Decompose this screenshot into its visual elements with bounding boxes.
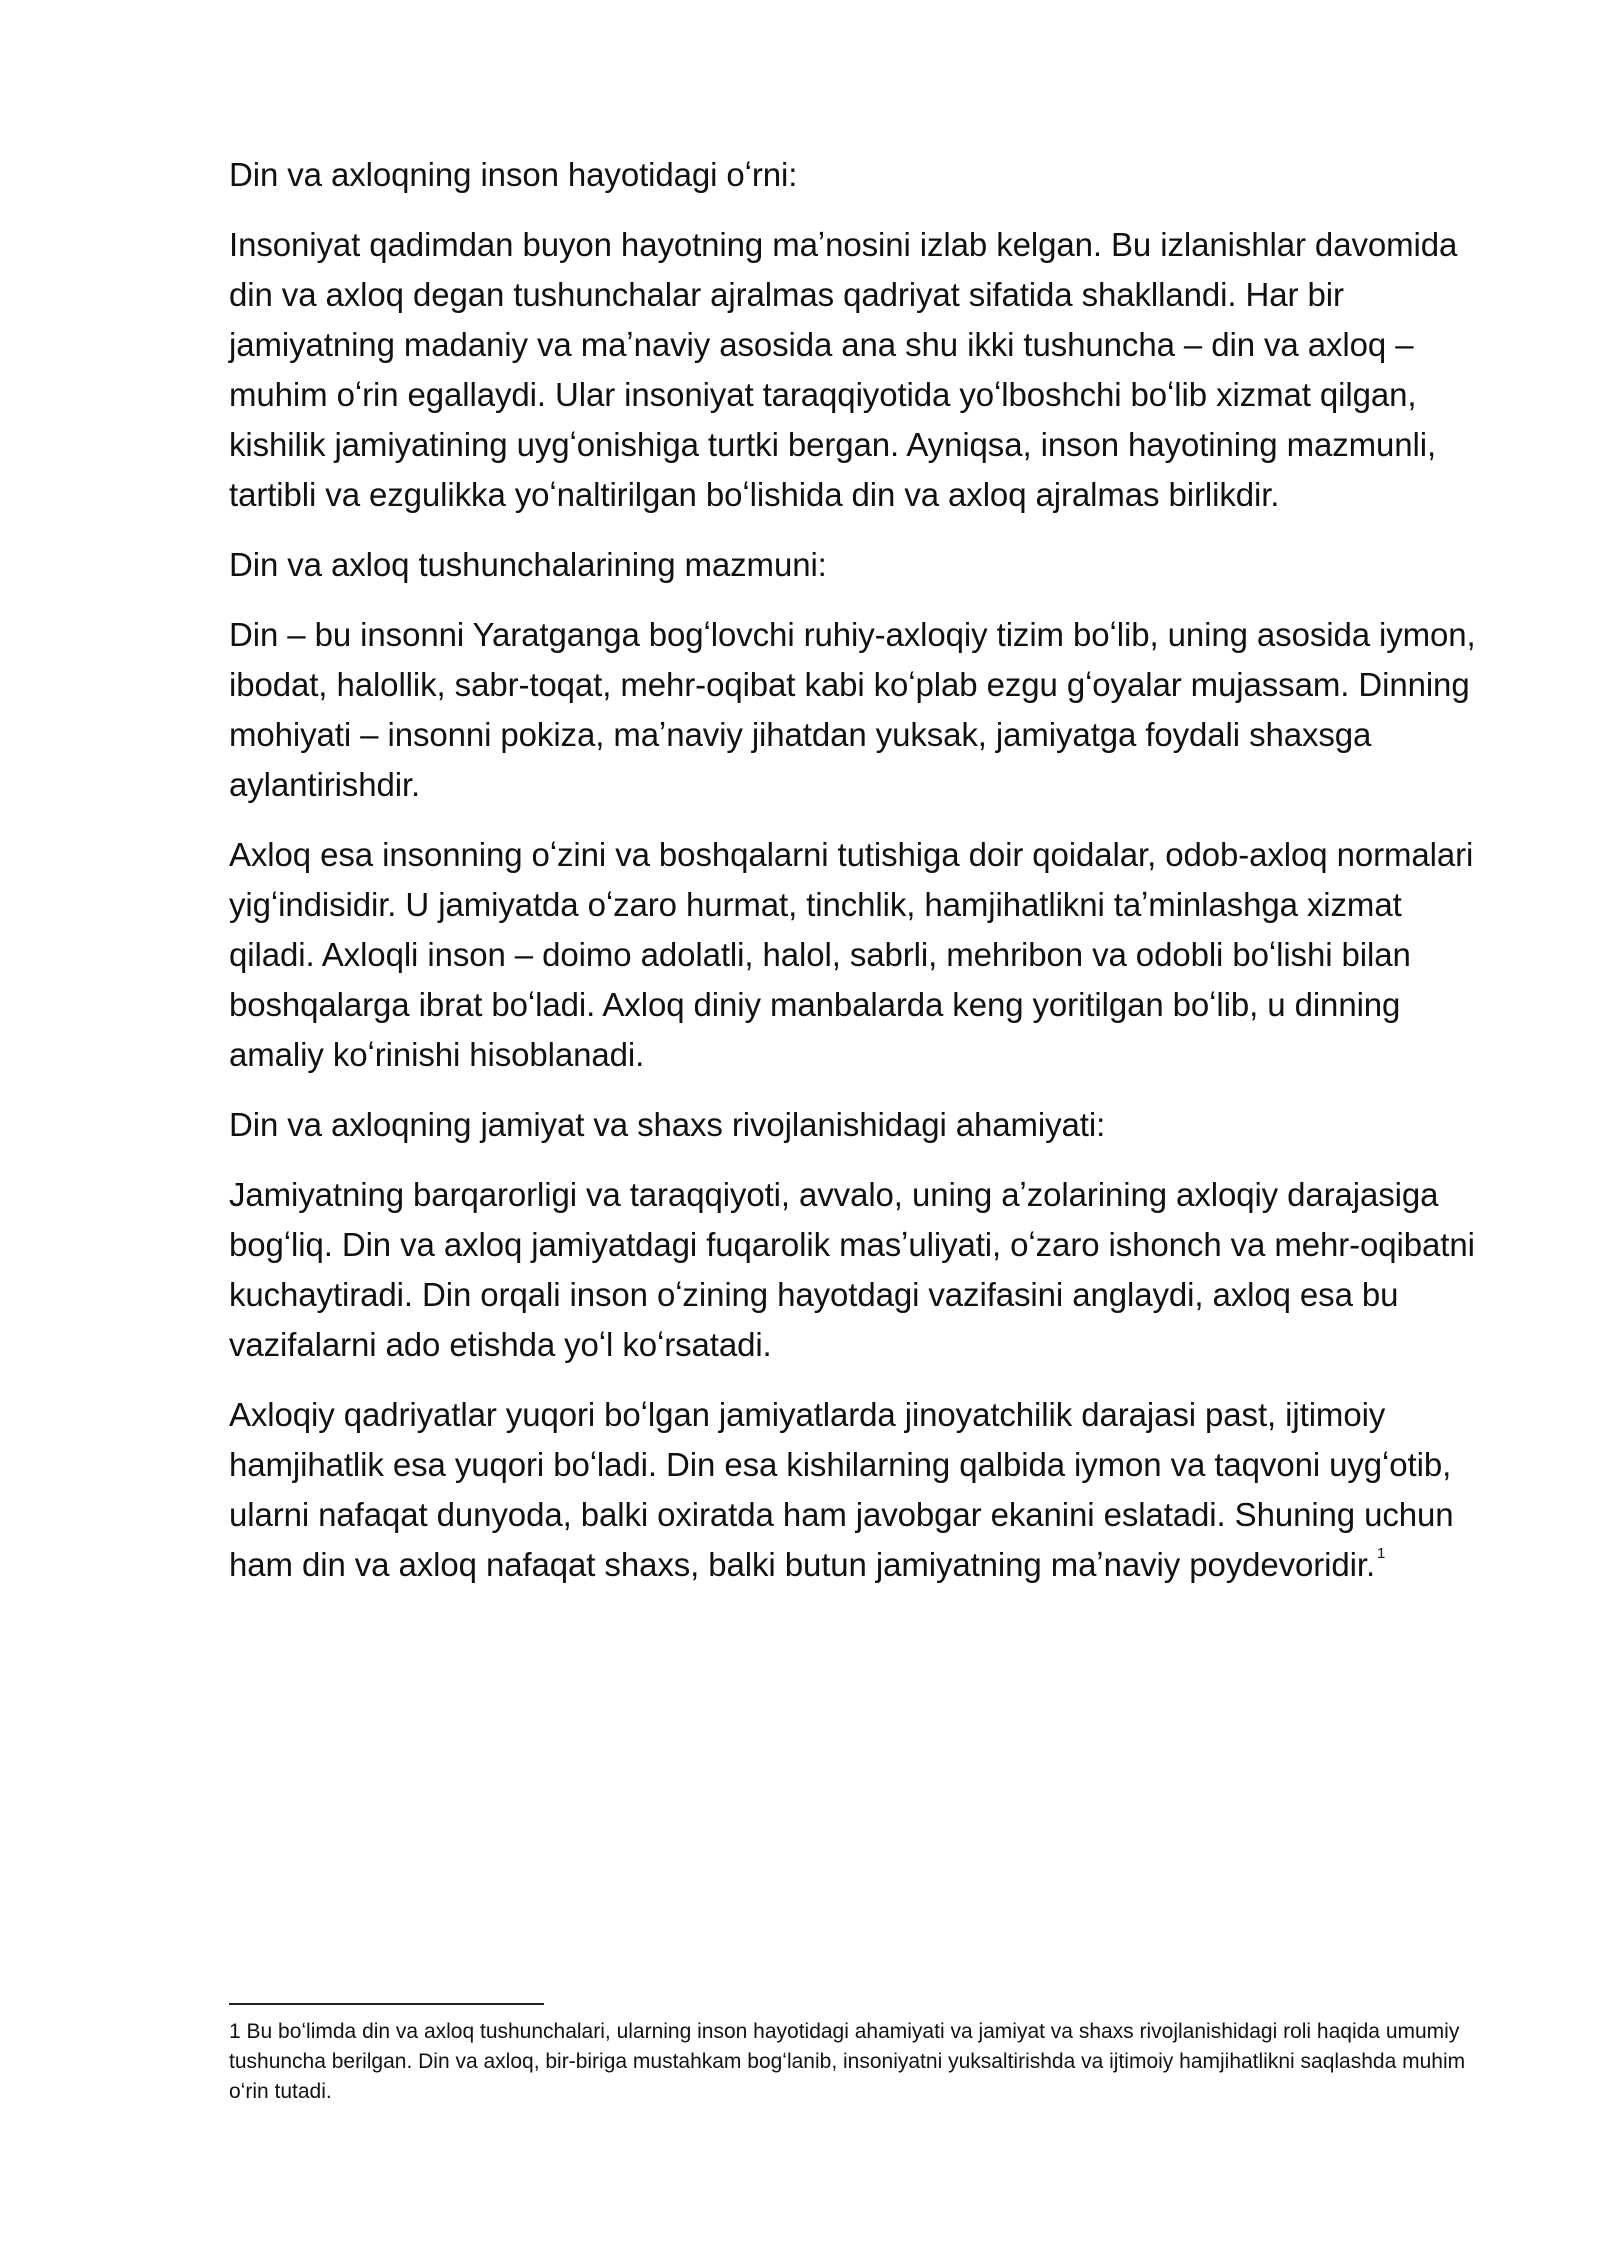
footnote-area [229, 2003, 1489, 2107]
footnote-text: 1 Bu boʻlimda din va axloq tushunchalari, ularning inson hayotidagi ahamiyati va jamiyat va shaxs rivojlanishidagi roli haqida umumiy tushuncha berilgan. Din va axloq, bir-biriga mustahkam bogʻlanib, insoniyatni yuksaltirishda va ijtimoiy hamjihatlikni saqlashda muhim oʻrin tutadi. [229, 2020, 1466, 2103]
paragraph-ethics-definition: Axloq esa insonning oʻzini va boshqalarni tutishiga doir qoidalar, odob-axloq normalari yigʻindisidir. U jamiyatda oʻzaro hurmat, tinchlik, hamjihatlikni taʼminlashga xizmat qiladi. Axloqli inson – doimo adolatli, halol, sabrli, mehribon va odobli boʻlishi bilan boshqalarga ibrat boʻladi. Axloq diniy manbalarda keng yoritilgan boʻlib, u dinning amaliy koʻrinishi hisoblanadi. [229, 836, 1474, 1073]
footnote-reference[interactable]: 1 [1377, 1545, 1386, 1562]
section-heading-role-in-life: Din va axloqning inson hayotidagi oʻrni: [229, 156, 798, 193]
section-heading-concepts: Din va axloq tushunchalarining mazmuni: [229, 546, 827, 583]
paragraph-moral-values [229, 1390, 1489, 1590]
footnote-separator [229, 2003, 544, 2005]
section-heading-significance: Din va axloqning jamiyat va shaxs rivojlanishidagi ahamiyati: [229, 1106, 1106, 1143]
paragraph-moral-values-text: Axloqiy qadriyatlar yuqori boʻlgan jamiyatlarda jinoyatchilik darajasi past, ijtimoiy hamjihatlik esa yuqori boʻladi. Din esa kishilarning qalbida iymon va taqvoni uygʻotib, ularni nafaqat dunyoda, balki oxiratda ham javobgar ekanini eslatadi. Shuning uchun ham din va axloq nafaqat shaxs, balki butun jamiyatning maʼnaviy poydevoridir. [229, 1396, 1454, 1583]
paragraph-introduction: Insoniyat qadimdan buyon hayotning maʼnosini izlab kelgan. Bu izlanishlar davomida din va axloq degan tushunchalar ajralmas qadriyat sifatida shakllandi. Har bir jamiyatning madaniy va maʼnaviy asosida ana shu ikki tushuncha – din va axloq – muhim oʻrin egallaydi. Ular insoniyat taraqqiyotida yoʻlboshchi boʻlib xizmat qilgan, kishilik jamiyatining uygʻonishiga turtki bergan. Ayniqsa, inson hayotining mazmunli, tartibli va ezgulikka yoʻnaltirilgan boʻlishida din va axloq ajralmas birlikdir. [229, 226, 1458, 513]
document-body [229, 150, 1489, 1610]
paragraph-religion-definition: Din – bu insonni Yaratganga bogʻlovchi ruhiy-axloqiy tizim boʻlib, uning asosida iymon, ibodat, halollik, sabr-toqat, mehr-oqibat kabi koʻplab ezgu gʻoyalar mujassam. Dinning mohiyati – insonni pokiza, maʼnaviy jihatdan yuksak, jamiyatga foydali shaxsga aylantirishdir. [229, 616, 1476, 803]
paragraph-society-stability: Jamiyatning barqarorligi va taraqqiyoti, avvalo, uning aʼzolarining axloqiy darajasiga bogʻliq. Din va axloq jamiyatdagi fuqarolik masʼuliyati, oʻzaro ishonch va mehr-oqibatni kuchaytiradi. Din orqali inson oʻzining hayotdagi vazifasini anglaydi, axloq esa bu vazifalarni ado etishda yoʻl koʻrsatadi. [229, 1176, 1475, 1363]
